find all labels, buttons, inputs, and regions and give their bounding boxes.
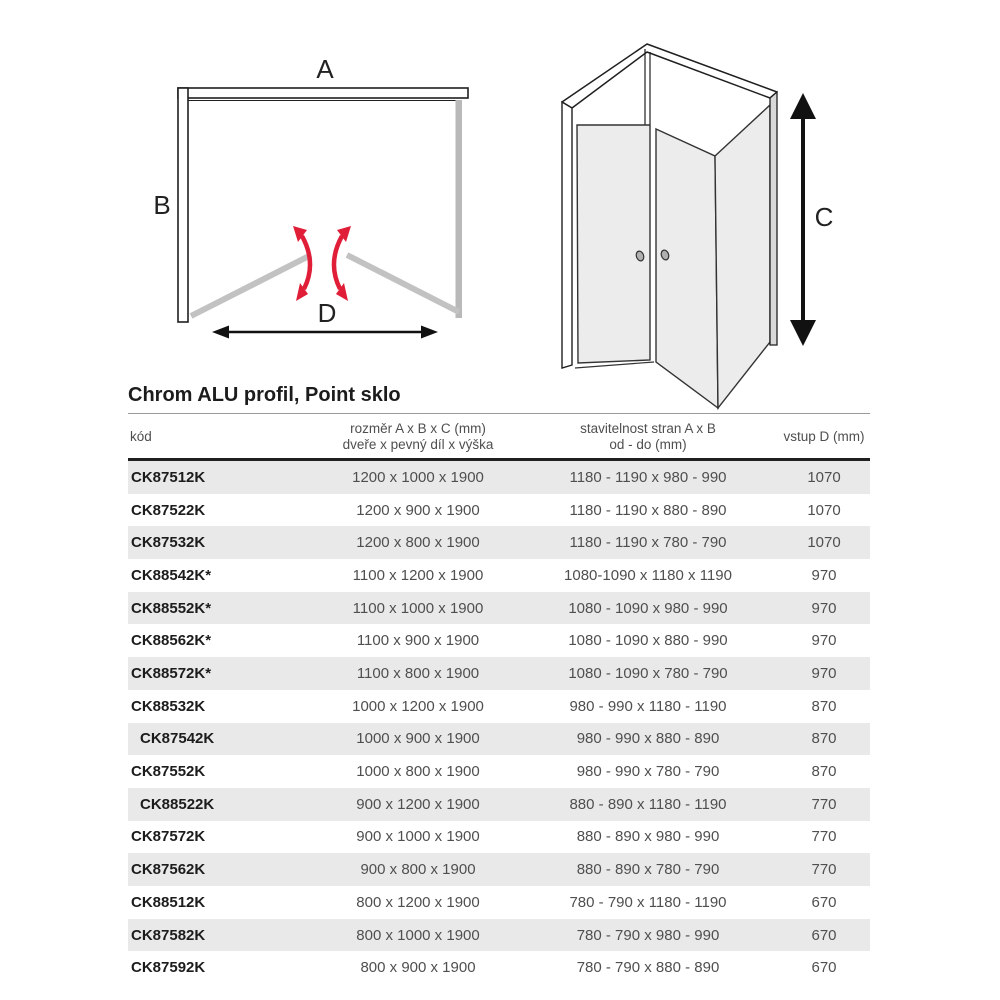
table-row	[128, 886, 870, 919]
iso-right-profile	[770, 92, 777, 345]
swing-arrows-icon	[293, 226, 351, 301]
cell-rozmer: 900 x 1000 x 1900	[356, 828, 480, 846]
cell-kod: CK87592K	[131, 959, 206, 977]
cell-vstup: 870	[811, 697, 837, 715]
plan-door-right	[347, 255, 459, 312]
table-row	[128, 951, 870, 984]
plan-wall-a	[178, 88, 468, 98]
cell-stavitelnost: 880 - 890 x 980 - 990	[576, 828, 720, 846]
cell-rozmer: 1200 x 1000 x 1900	[352, 468, 484, 486]
cell-stavitelnost: 1180 - 1190 x 980 - 990	[569, 468, 727, 486]
cell-kod: CK88552K*	[131, 599, 212, 617]
cell-rozmer: 900 x 800 x 1900	[360, 861, 476, 879]
header-rozmer	[318, 414, 518, 460]
cell-vstup: 770	[811, 795, 837, 813]
table-row	[128, 657, 870, 690]
cell-vstup: 1070	[807, 534, 841, 552]
dimension-arrow-c	[790, 93, 816, 346]
header-kod: kód	[130, 428, 152, 444]
table-row	[128, 723, 870, 756]
spec-table	[128, 413, 870, 984]
plan-door-left	[191, 255, 311, 316]
table-row	[128, 460, 870, 494]
cell-stavitelnost: 980 - 990 x 880 - 890	[576, 730, 720, 748]
cell-rozmer: 1000 x 800 x 1900	[356, 763, 480, 781]
cell-vstup: 1070	[807, 468, 841, 486]
cell-kod: CK87572K	[131, 828, 206, 846]
cell-kod: CK87532K	[131, 534, 206, 552]
plan-wall-b	[178, 88, 188, 322]
cell-vstup: 1070	[807, 501, 841, 519]
table-row	[128, 821, 870, 854]
header-stavitelnost	[518, 414, 778, 460]
cell-stavitelnost: 980 - 990 x 1180 - 1190	[569, 697, 727, 715]
cell-rozmer: 900 x 1200 x 1900	[356, 795, 480, 813]
cell-rozmer: 1100 x 1200 x 1900	[352, 566, 484, 584]
header-rozmer-line2: dveře x pevný díl x výška	[342, 436, 494, 452]
cell-rozmer: 800 x 1000 x 1900	[356, 926, 480, 944]
iso-door-open	[656, 129, 718, 408]
table-body	[128, 460, 870, 985]
table-row	[128, 494, 870, 527]
cell-vstup: 970	[811, 632, 837, 650]
cell-kod: CK88562K*	[131, 632, 212, 650]
cell-kod: CK87512K	[131, 468, 206, 486]
cell-vstup: 870	[811, 730, 837, 748]
iso-door-closed	[577, 125, 650, 363]
cell-vstup: 670	[811, 959, 837, 977]
header-rozmer-line1: rozměr A x B x C (mm)	[350, 421, 486, 436]
table-row	[128, 559, 870, 592]
cell-vstup: 770	[811, 828, 837, 846]
cell-stavitelnost: 880 - 890 x 780 - 790	[576, 861, 720, 879]
cell-rozmer: 1100 x 900 x 1900	[356, 632, 480, 650]
cell-stavitelnost: 780 - 790 x 880 - 890	[576, 959, 720, 977]
cell-stavitelnost: 780 - 790 x 1180 - 1190	[569, 893, 727, 911]
cell-kod: CK87582K	[131, 926, 206, 944]
cell-kod: CK88572K*	[131, 665, 212, 682]
header-vstup: vstup D (mm)	[783, 428, 865, 444]
cell-vstup: 870	[811, 763, 837, 781]
label-b: B	[153, 190, 171, 220]
table-row	[128, 526, 870, 559]
cell-vstup: 670	[811, 893, 837, 911]
cell-rozmer: 1000 x 900 x 1900	[356, 730, 480, 748]
cell-rozmer: 1200 x 800 x 1900	[356, 534, 480, 552]
header-stavitelnost-line2: od - do (mm)	[609, 436, 687, 452]
cell-vstup: 670	[811, 926, 837, 944]
iso-top-frame	[562, 44, 777, 108]
table-row	[128, 755, 870, 788]
table-row	[128, 592, 870, 625]
iso-diagram	[562, 44, 833, 408]
iso-left-profile	[562, 102, 572, 368]
cell-kod: CK87522K	[131, 501, 206, 519]
cell-kod: CK88542K*	[131, 566, 212, 584]
cell-vstup: 770	[811, 861, 837, 879]
cell-rozmer: 800 x 1200 x 1900	[356, 893, 480, 911]
cell-vstup: 970	[811, 665, 837, 682]
label-a: A	[316, 54, 334, 84]
plan-diagram	[153, 54, 468, 339]
cell-rozmer: 1000 x 1200 x 1900	[352, 697, 484, 715]
cell-stavitelnost: 1080 - 1090 x 780 - 790	[568, 665, 728, 682]
cell-rozmer: 1100 x 800 x 1900	[356, 665, 480, 682]
cell-stavitelnost: 1180 - 1190 x 780 - 790	[569, 534, 727, 552]
header-stavitelnost-line1: stavitelnost stran A x B	[580, 421, 716, 436]
technical-diagrams	[0, 0, 1000, 420]
plan-side-profile	[456, 100, 463, 318]
cell-stavitelnost: 780 - 790 x 980 - 990	[576, 926, 720, 944]
cell-kod: CK87562K	[131, 861, 206, 879]
cell-vstup: 970	[811, 566, 837, 584]
cell-stavitelnost: 1080 - 1090 x 980 - 990	[568, 599, 728, 617]
table-row	[128, 853, 870, 886]
page-title: Chrom ALU profil, Point sklo	[128, 384, 401, 406]
cell-kod: CK88512K	[131, 893, 206, 911]
label-d: D	[317, 298, 337, 328]
table-row	[128, 788, 870, 821]
cell-kod: CK88522K	[140, 795, 215, 813]
cell-stavitelnost: 980 - 990 x 780 - 790	[576, 763, 720, 781]
cell-stavitelnost: 1080 - 1090 x 880 - 990	[568, 632, 728, 650]
cell-kod: CK87542K	[140, 730, 215, 748]
table-row	[128, 919, 870, 952]
cell-kod: CK87552K	[131, 763, 206, 781]
label-c: C	[814, 202, 834, 232]
cell-rozmer: 800 x 900 x 1900	[360, 959, 476, 977]
table-row	[128, 690, 870, 723]
iso-side-panel	[715, 105, 770, 408]
cell-stavitelnost: 880 - 890 x 1180 - 1190	[569, 795, 727, 813]
cell-rozmer: 1200 x 900 x 1900	[356, 501, 480, 519]
table-header-row	[128, 414, 870, 460]
table-row	[128, 624, 870, 657]
cell-stavitelnost: 1180 - 1190 x 880 - 890	[569, 501, 727, 519]
cell-vstup: 970	[811, 599, 837, 617]
cell-rozmer: 1100 x 1000 x 1900	[352, 599, 484, 617]
cell-kod: CK88532K	[131, 697, 206, 715]
cell-stavitelnost: 1080-1090 x 1180 x 1190	[564, 566, 732, 584]
